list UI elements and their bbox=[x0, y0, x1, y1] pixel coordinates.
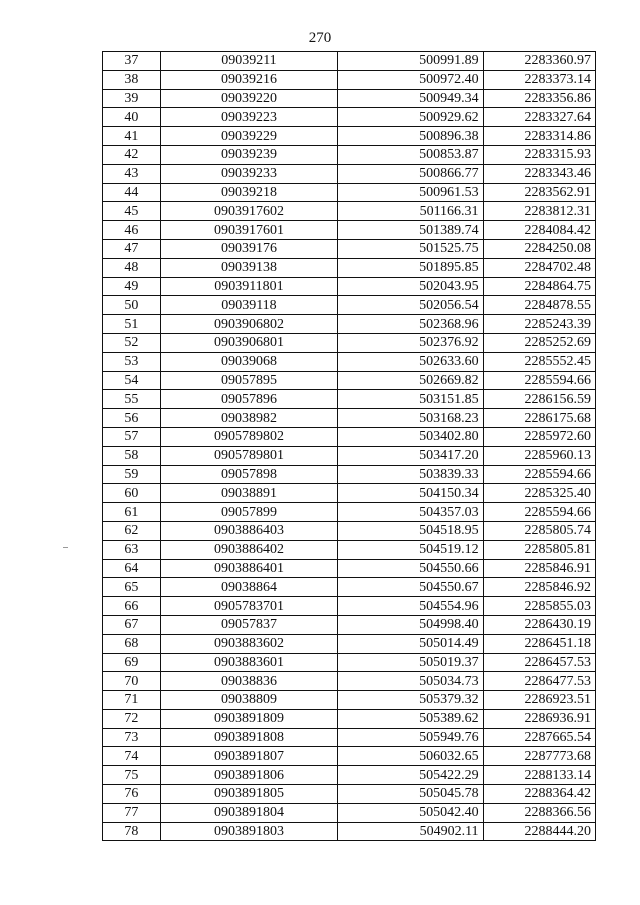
table-row bbox=[103, 672, 596, 691]
row-number-cell: 56 bbox=[103, 409, 161, 428]
x-coordinate-cell: 500961.53 bbox=[338, 183, 483, 202]
point-code-cell: 09057837 bbox=[160, 615, 337, 634]
table-row bbox=[103, 578, 596, 597]
point-code-cell: 09039176 bbox=[160, 239, 337, 258]
x-coordinate-cell: 501166.31 bbox=[338, 202, 483, 221]
row-number-cell: 38 bbox=[103, 70, 161, 89]
y-coordinate-cell: 2285325.40 bbox=[483, 484, 595, 503]
y-coordinate-cell: 2284878.55 bbox=[483, 296, 595, 315]
row-number-cell: 77 bbox=[103, 803, 161, 822]
row-number-cell: 59 bbox=[103, 465, 161, 484]
x-coordinate-cell: 504998.40 bbox=[338, 615, 483, 634]
point-code-cell: 09039118 bbox=[160, 296, 337, 315]
point-code-cell: 0903886403 bbox=[160, 521, 337, 540]
y-coordinate-cell: 2283562.91 bbox=[483, 183, 595, 202]
x-coordinate-cell: 505949.76 bbox=[338, 728, 483, 747]
point-code-cell: 09057895 bbox=[160, 371, 337, 390]
point-code-cell: 0903891809 bbox=[160, 709, 337, 728]
y-coordinate-cell: 2285855.03 bbox=[483, 597, 595, 616]
y-coordinate-cell: 2285960.13 bbox=[483, 446, 595, 465]
x-coordinate-cell: 506032.65 bbox=[338, 747, 483, 766]
y-coordinate-cell: 2285972.60 bbox=[483, 427, 595, 446]
point-code-cell: 09057896 bbox=[160, 390, 337, 409]
y-coordinate-cell: 2286430.19 bbox=[483, 615, 595, 634]
y-coordinate-cell: 2283360.97 bbox=[483, 52, 595, 71]
y-coordinate-cell: 2285243.39 bbox=[483, 315, 595, 334]
coordinate-table-body bbox=[103, 52, 596, 841]
y-coordinate-cell: 2286175.68 bbox=[483, 409, 595, 428]
table-row bbox=[103, 653, 596, 672]
row-number-cell: 50 bbox=[103, 296, 161, 315]
y-coordinate-cell: 2283314.86 bbox=[483, 127, 595, 146]
table-row bbox=[103, 164, 596, 183]
y-coordinate-cell: 2284702.48 bbox=[483, 258, 595, 277]
table-row bbox=[103, 785, 596, 804]
table-row bbox=[103, 352, 596, 371]
x-coordinate-cell: 502056.54 bbox=[338, 296, 483, 315]
table-row bbox=[103, 127, 596, 146]
row-number-cell: 71 bbox=[103, 691, 161, 710]
point-code-cell: 0905789802 bbox=[160, 427, 337, 446]
x-coordinate-cell: 505014.49 bbox=[338, 634, 483, 653]
x-coordinate-cell: 503839.33 bbox=[338, 465, 483, 484]
row-number-cell: 75 bbox=[103, 766, 161, 785]
y-coordinate-cell: 2283343.46 bbox=[483, 164, 595, 183]
x-coordinate-cell: 501389.74 bbox=[338, 221, 483, 240]
table-row bbox=[103, 540, 596, 559]
y-coordinate-cell: 2286923.51 bbox=[483, 691, 595, 710]
x-coordinate-cell: 504902.11 bbox=[338, 822, 483, 841]
x-coordinate-cell: 502368.96 bbox=[338, 315, 483, 334]
x-coordinate-cell: 500896.38 bbox=[338, 127, 483, 146]
row-number-cell: 47 bbox=[103, 239, 161, 258]
row-number-cell: 67 bbox=[103, 615, 161, 634]
row-number-cell: 44 bbox=[103, 183, 161, 202]
point-code-cell: 0903891805 bbox=[160, 785, 337, 804]
row-number-cell: 64 bbox=[103, 559, 161, 578]
y-coordinate-cell: 2285552.45 bbox=[483, 352, 595, 371]
x-coordinate-cell: 504150.34 bbox=[338, 484, 483, 503]
row-number-cell: 74 bbox=[103, 747, 161, 766]
row-number-cell: 39 bbox=[103, 89, 161, 108]
table-row bbox=[103, 465, 596, 484]
row-number-cell: 61 bbox=[103, 503, 161, 522]
point-code-cell: 09039220 bbox=[160, 89, 337, 108]
table-row bbox=[103, 615, 596, 634]
y-coordinate-cell: 2283327.64 bbox=[483, 108, 595, 127]
point-code-cell: 09039223 bbox=[160, 108, 337, 127]
x-coordinate-cell: 505422.29 bbox=[338, 766, 483, 785]
y-coordinate-cell: 2286451.18 bbox=[483, 634, 595, 653]
row-number-cell: 46 bbox=[103, 221, 161, 240]
point-code-cell: 0903886401 bbox=[160, 559, 337, 578]
x-coordinate-cell: 504550.66 bbox=[338, 559, 483, 578]
y-coordinate-cell: 2283315.93 bbox=[483, 145, 595, 164]
point-code-cell: 0903891807 bbox=[160, 747, 337, 766]
x-coordinate-cell: 501525.75 bbox=[338, 239, 483, 258]
x-coordinate-cell: 505389.62 bbox=[338, 709, 483, 728]
table-row bbox=[103, 597, 596, 616]
point-code-cell: 0903917602 bbox=[160, 202, 337, 221]
row-number-cell: 78 bbox=[103, 822, 161, 841]
table-row bbox=[103, 709, 596, 728]
y-coordinate-cell: 2285805.81 bbox=[483, 540, 595, 559]
x-coordinate-cell: 500991.89 bbox=[338, 52, 483, 71]
row-number-cell: 49 bbox=[103, 277, 161, 296]
y-coordinate-cell: 2287773.68 bbox=[483, 747, 595, 766]
x-coordinate-cell: 504554.96 bbox=[338, 597, 483, 616]
scan-mark bbox=[63, 547, 68, 548]
y-coordinate-cell: 2286477.53 bbox=[483, 672, 595, 691]
table-row bbox=[103, 183, 596, 202]
point-code-cell: 09038809 bbox=[160, 691, 337, 710]
table-row bbox=[103, 70, 596, 89]
x-coordinate-cell: 500853.87 bbox=[338, 145, 483, 164]
y-coordinate-cell: 2288364.42 bbox=[483, 785, 595, 804]
table-row bbox=[103, 484, 596, 503]
table-row bbox=[103, 503, 596, 522]
table-row bbox=[103, 145, 596, 164]
table-row bbox=[103, 747, 596, 766]
row-number-cell: 73 bbox=[103, 728, 161, 747]
x-coordinate-cell: 504519.12 bbox=[338, 540, 483, 559]
point-code-cell: 0905789801 bbox=[160, 446, 337, 465]
point-code-cell: 09038864 bbox=[160, 578, 337, 597]
table-row bbox=[103, 521, 596, 540]
y-coordinate-cell: 2284864.75 bbox=[483, 277, 595, 296]
x-coordinate-cell: 504357.03 bbox=[338, 503, 483, 522]
point-code-cell: 09057898 bbox=[160, 465, 337, 484]
point-code-cell: 09057899 bbox=[160, 503, 337, 522]
y-coordinate-cell: 2285594.66 bbox=[483, 503, 595, 522]
x-coordinate-cell: 503417.20 bbox=[338, 446, 483, 465]
table-row bbox=[103, 258, 596, 277]
table-row bbox=[103, 108, 596, 127]
y-coordinate-cell: 2283812.31 bbox=[483, 202, 595, 221]
row-number-cell: 68 bbox=[103, 634, 161, 653]
table-row bbox=[103, 390, 596, 409]
row-number-cell: 65 bbox=[103, 578, 161, 597]
row-number-cell: 54 bbox=[103, 371, 161, 390]
table-row bbox=[103, 728, 596, 747]
x-coordinate-cell: 502669.82 bbox=[338, 371, 483, 390]
table-row bbox=[103, 634, 596, 653]
table-row bbox=[103, 277, 596, 296]
y-coordinate-cell: 2283356.86 bbox=[483, 89, 595, 108]
x-coordinate-cell: 501895.85 bbox=[338, 258, 483, 277]
y-coordinate-cell: 2285252.69 bbox=[483, 333, 595, 352]
table-row bbox=[103, 559, 596, 578]
y-coordinate-cell: 2286936.91 bbox=[483, 709, 595, 728]
table-row bbox=[103, 691, 596, 710]
x-coordinate-cell: 505045.78 bbox=[338, 785, 483, 804]
y-coordinate-cell: 2283373.14 bbox=[483, 70, 595, 89]
row-number-cell: 72 bbox=[103, 709, 161, 728]
x-coordinate-cell: 503151.85 bbox=[338, 390, 483, 409]
x-coordinate-cell: 502633.60 bbox=[338, 352, 483, 371]
table-row bbox=[103, 239, 596, 258]
x-coordinate-cell: 505042.40 bbox=[338, 803, 483, 822]
x-coordinate-cell: 503402.80 bbox=[338, 427, 483, 446]
table-row bbox=[103, 296, 596, 315]
table-row bbox=[103, 371, 596, 390]
point-code-cell: 09039211 bbox=[160, 52, 337, 71]
x-coordinate-cell: 500949.34 bbox=[338, 89, 483, 108]
x-coordinate-cell: 502376.92 bbox=[338, 333, 483, 352]
table-row bbox=[103, 803, 596, 822]
row-number-cell: 70 bbox=[103, 672, 161, 691]
row-number-cell: 42 bbox=[103, 145, 161, 164]
x-coordinate-cell: 505034.73 bbox=[338, 672, 483, 691]
x-coordinate-cell: 502043.95 bbox=[338, 277, 483, 296]
table-row bbox=[103, 221, 596, 240]
page-number: 270 bbox=[308, 30, 332, 46]
table-row bbox=[103, 822, 596, 841]
x-coordinate-cell: 504550.67 bbox=[338, 578, 483, 597]
y-coordinate-cell: 2288133.14 bbox=[483, 766, 595, 785]
row-number-cell: 69 bbox=[103, 653, 161, 672]
point-code-cell: 0903891808 bbox=[160, 728, 337, 747]
row-number-cell: 62 bbox=[103, 521, 161, 540]
point-code-cell: 0903891806 bbox=[160, 766, 337, 785]
point-code-cell: 0903883601 bbox=[160, 653, 337, 672]
point-code-cell: 0903883602 bbox=[160, 634, 337, 653]
y-coordinate-cell: 2285594.66 bbox=[483, 465, 595, 484]
x-coordinate-cell: 505379.32 bbox=[338, 691, 483, 710]
table-row bbox=[103, 202, 596, 221]
point-code-cell: 0905783701 bbox=[160, 597, 337, 616]
row-number-cell: 76 bbox=[103, 785, 161, 804]
y-coordinate-cell: 2286156.59 bbox=[483, 390, 595, 409]
table-row bbox=[103, 89, 596, 108]
point-code-cell: 09039218 bbox=[160, 183, 337, 202]
point-code-cell: 09039239 bbox=[160, 145, 337, 164]
point-code-cell: 0903906802 bbox=[160, 315, 337, 334]
y-coordinate-cell: 2284250.08 bbox=[483, 239, 595, 258]
row-number-cell: 40 bbox=[103, 108, 161, 127]
point-code-cell: 09039233 bbox=[160, 164, 337, 183]
x-coordinate-cell: 503168.23 bbox=[338, 409, 483, 428]
row-number-cell: 58 bbox=[103, 446, 161, 465]
point-code-cell: 0903917601 bbox=[160, 221, 337, 240]
table-row bbox=[103, 446, 596, 465]
y-coordinate-cell: 2288366.56 bbox=[483, 803, 595, 822]
table-row bbox=[103, 333, 596, 352]
x-coordinate-cell: 500866.77 bbox=[338, 164, 483, 183]
y-coordinate-cell: 2285846.92 bbox=[483, 578, 595, 597]
x-coordinate-cell: 500972.40 bbox=[338, 70, 483, 89]
y-coordinate-cell: 2284084.42 bbox=[483, 221, 595, 240]
x-coordinate-cell: 505019.37 bbox=[338, 653, 483, 672]
table-row bbox=[103, 766, 596, 785]
y-coordinate-cell: 2287665.54 bbox=[483, 728, 595, 747]
row-number-cell: 51 bbox=[103, 315, 161, 334]
row-number-cell: 43 bbox=[103, 164, 161, 183]
row-number-cell: 37 bbox=[103, 52, 161, 71]
table-row bbox=[103, 409, 596, 428]
point-code-cell: 0903911801 bbox=[160, 277, 337, 296]
x-coordinate-cell: 500929.62 bbox=[338, 108, 483, 127]
row-number-cell: 60 bbox=[103, 484, 161, 503]
row-number-cell: 52 bbox=[103, 333, 161, 352]
row-number-cell: 45 bbox=[103, 202, 161, 221]
point-code-cell: 0903906801 bbox=[160, 333, 337, 352]
y-coordinate-cell: 2285846.91 bbox=[483, 559, 595, 578]
point-code-cell: 09039138 bbox=[160, 258, 337, 277]
table-row bbox=[103, 315, 596, 334]
point-code-cell: 09038891 bbox=[160, 484, 337, 503]
x-coordinate-cell: 504518.95 bbox=[338, 521, 483, 540]
table-row bbox=[103, 427, 596, 446]
point-code-cell: 09038982 bbox=[160, 409, 337, 428]
row-number-cell: 41 bbox=[103, 127, 161, 146]
point-code-cell: 09039068 bbox=[160, 352, 337, 371]
point-code-cell: 09039229 bbox=[160, 127, 337, 146]
y-coordinate-cell: 2285805.74 bbox=[483, 521, 595, 540]
row-number-cell: 57 bbox=[103, 427, 161, 446]
row-number-cell: 63 bbox=[103, 540, 161, 559]
point-code-cell: 09039216 bbox=[160, 70, 337, 89]
point-code-cell: 0903886402 bbox=[160, 540, 337, 559]
y-coordinate-cell: 2288444.20 bbox=[483, 822, 595, 841]
coordinate-table bbox=[102, 51, 596, 841]
point-code-cell: 0903891803 bbox=[160, 822, 337, 841]
y-coordinate-cell: 2286457.53 bbox=[483, 653, 595, 672]
point-code-cell: 09038836 bbox=[160, 672, 337, 691]
row-number-cell: 66 bbox=[103, 597, 161, 616]
table-row bbox=[103, 52, 596, 71]
row-number-cell: 55 bbox=[103, 390, 161, 409]
y-coordinate-cell: 2285594.66 bbox=[483, 371, 595, 390]
point-code-cell: 0903891804 bbox=[160, 803, 337, 822]
row-number-cell: 53 bbox=[103, 352, 161, 371]
row-number-cell: 48 bbox=[103, 258, 161, 277]
